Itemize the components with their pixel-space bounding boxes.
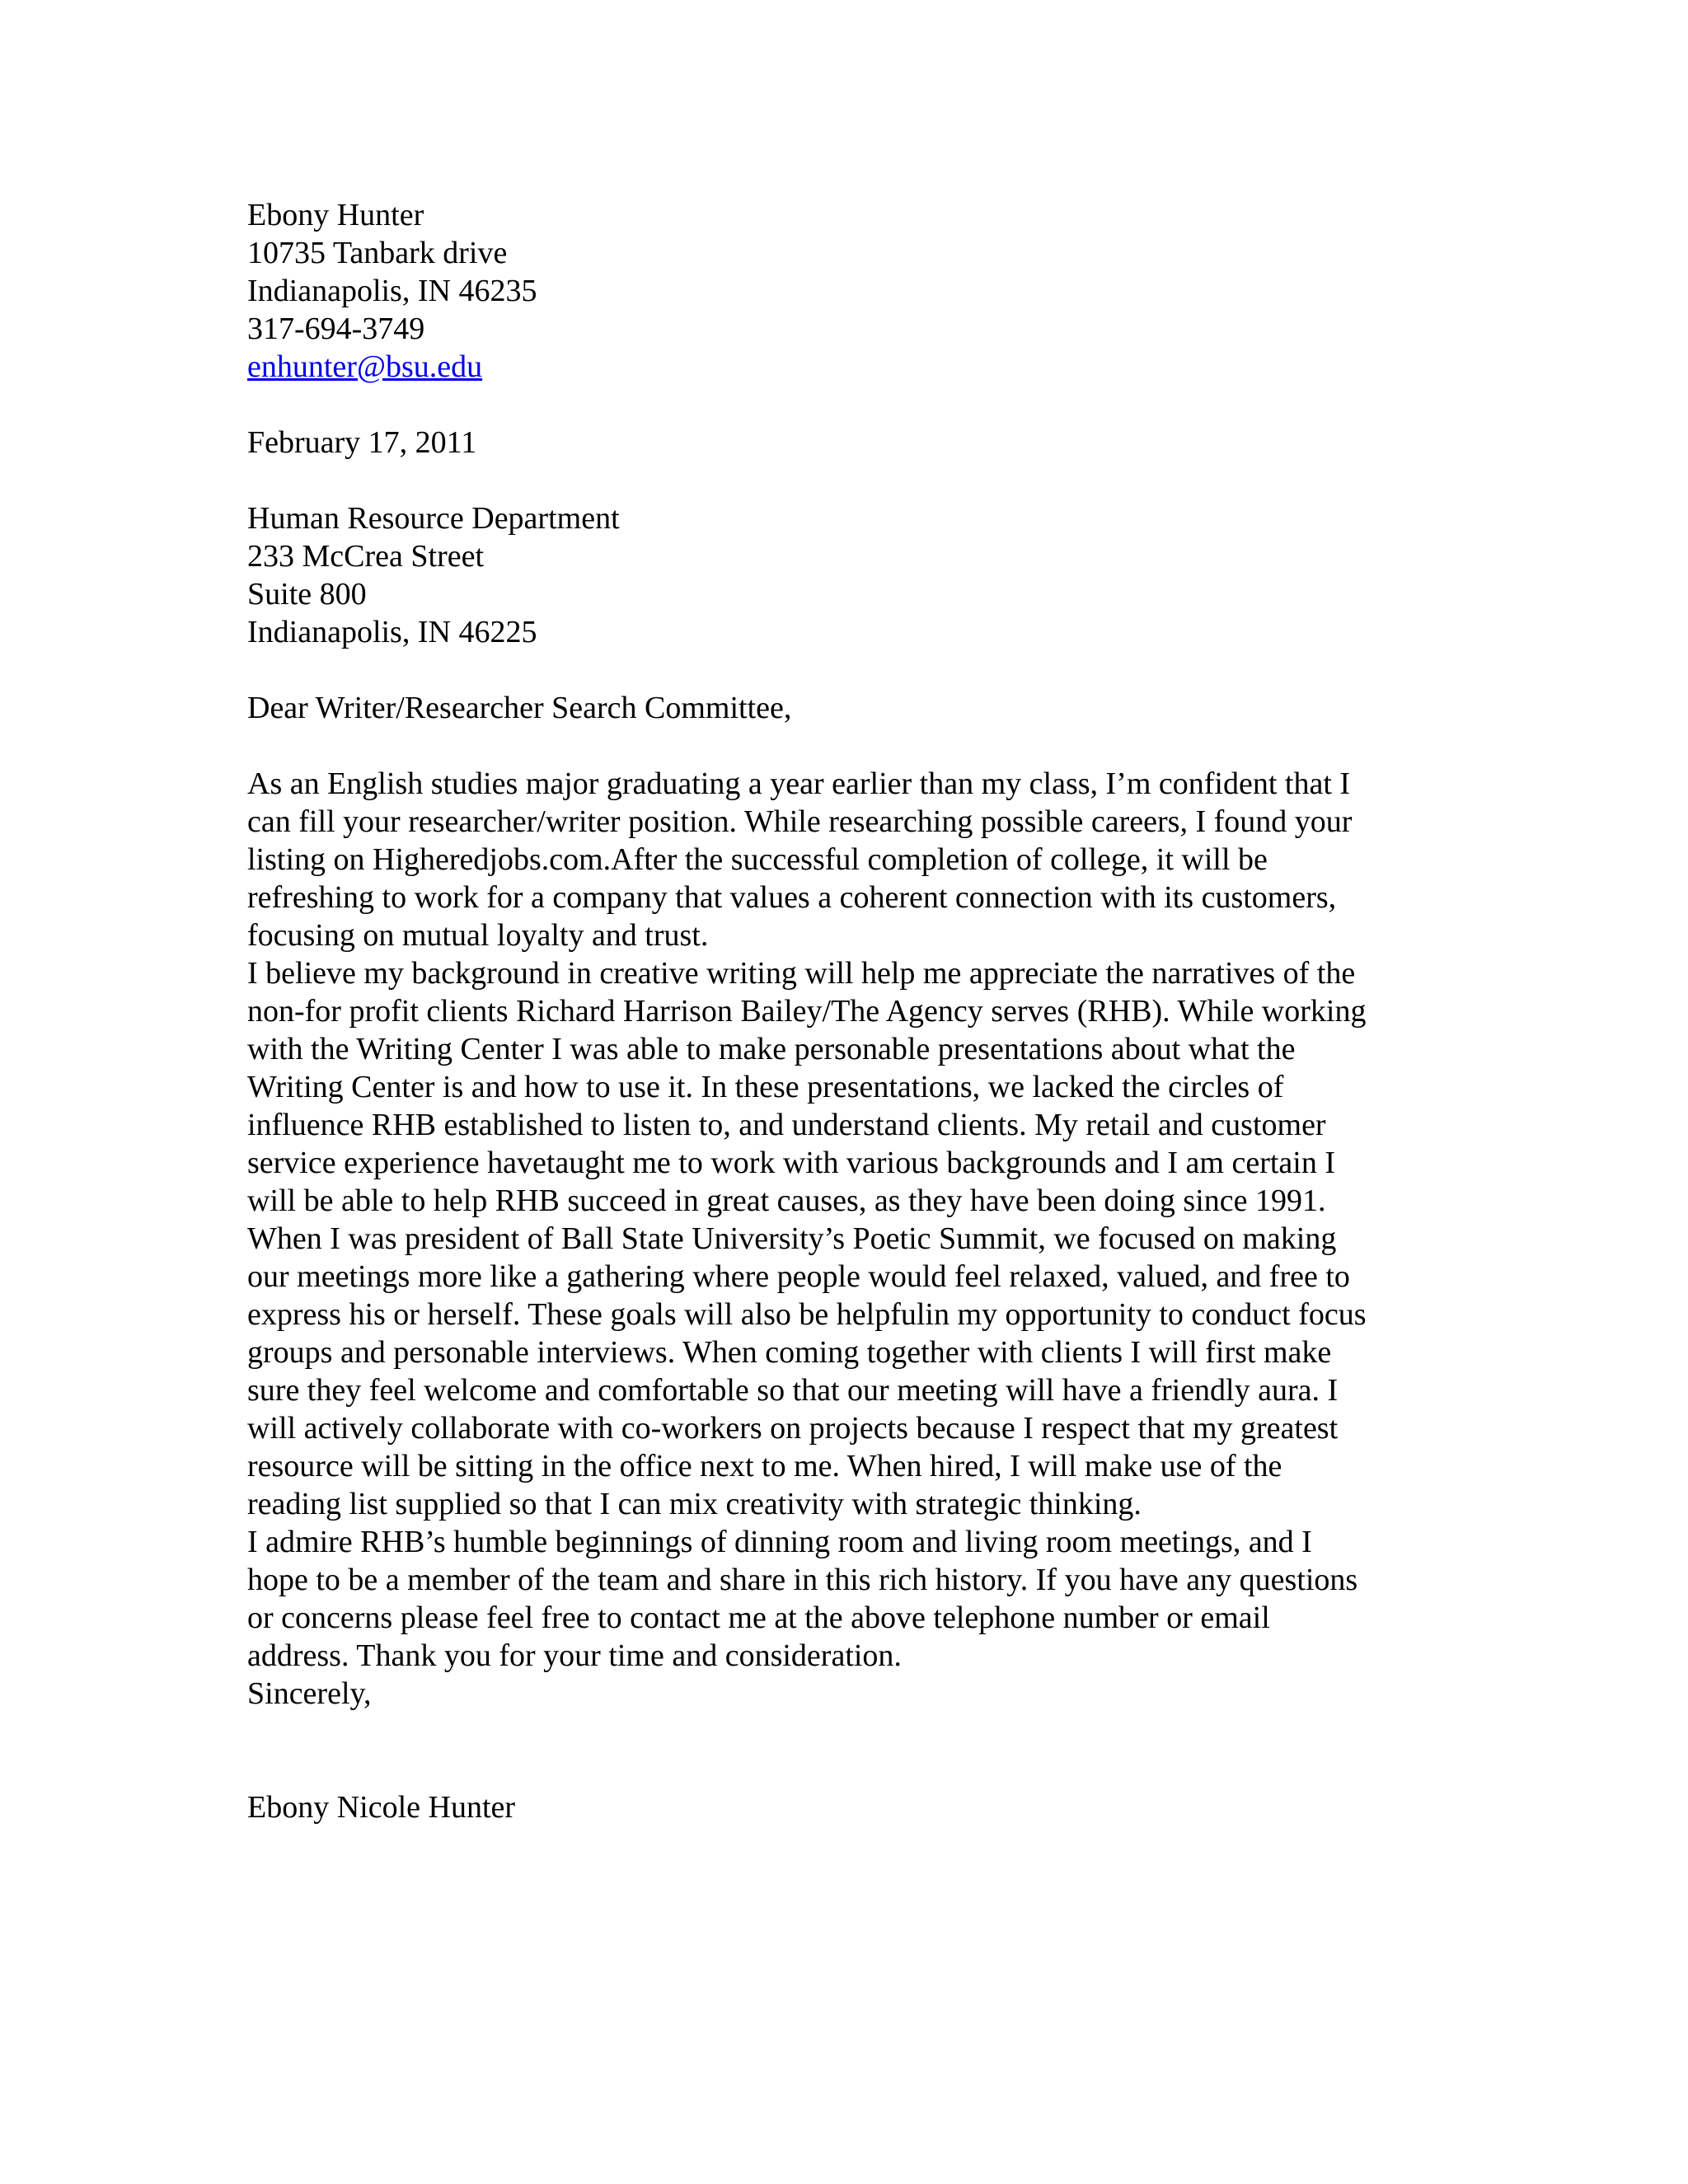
sender-address-block	[247, 196, 1434, 386]
paragraph-line: groups and personable interviews. When coming together with clients I will first make	[247, 1335, 1332, 1370]
sender-city-state-zip: Indianapolis, IN 46235	[247, 274, 537, 308]
signature-space	[247, 1713, 1434, 1788]
sender-name: Ebony Hunter	[247, 198, 424, 232]
paragraph-line: service experience havetaught me to work with various backgrounds and I am certain I	[247, 1146, 1335, 1180]
paragraph-line: or concerns please feel free to contact me at the above telephone number or email	[247, 1601, 1270, 1635]
paragraph-line: Writing Center is and how to use it. In these presentations, we lacked the circles of	[247, 1070, 1284, 1104]
paragraph-line: with the Writing Center I was able to make personable presentations about what the	[247, 1032, 1296, 1066]
body-paragraph-3	[247, 1220, 1434, 1523]
paragraph-line: influence RHB established to listen to, and understand clients. My retail and customer	[247, 1108, 1326, 1142]
signature-name: Ebony Nicole Hunter	[247, 1790, 516, 1825]
cover-letter	[247, 196, 1434, 1826]
signature-block	[247, 1788, 1434, 1826]
paragraph-line: non-for profit clients Richard Harrison Bailey/The Agency serves (RHB). While working	[247, 994, 1367, 1029]
recipient-city-state-zip: Indianapolis, IN 46225	[247, 615, 537, 649]
paragraph-line: listing on Higheredjobs.com.After the successful completion of college, it will be	[247, 842, 1268, 877]
paragraph-line: will actively collaborate with co-workers on projects because I respect that my greatest	[247, 1411, 1339, 1446]
paragraph-line: sure they feel welcome and comfortable so that our meeting will have a friendly aura. I	[247, 1373, 1339, 1408]
paragraph-line: reading list supplied so that I can mix creativity with strategic thinking.	[247, 1487, 1142, 1521]
paragraph-line: As an English studies major graduating a year earlier than my class, I’m confident that I	[247, 766, 1351, 801]
letter-body	[247, 765, 1434, 1675]
paragraph-line: I believe my background in creative writing will help me appreciate the narratives of the	[247, 956, 1356, 991]
sender-street: 10735 Tanbark drive	[247, 236, 508, 270]
paragraph-line: I admire RHB’s humble beginnings of dinning room and living room meetings, and I	[247, 1525, 1312, 1559]
paragraph-line: resource will be sitting in the office next to me. When hired, I will make use of the	[247, 1449, 1282, 1483]
recipient-street: 233 McCrea Street	[247, 539, 485, 574]
paragraph-line: refreshing to work for a company that values a coherent connection with its customers,	[247, 880, 1337, 915]
letter-date-block	[247, 424, 1434, 462]
paragraph-line: hope to be a member of the team and share in this rich history. If you have any questions	[247, 1563, 1358, 1597]
body-paragraph-2	[247, 954, 1434, 1220]
recipient-address-block	[247, 499, 1434, 651]
salutation-block	[247, 689, 1434, 727]
sender-phone: 317-694-3749	[247, 312, 425, 346]
sender-email-line	[247, 348, 1434, 386]
body-paragraph-4	[247, 1523, 1434, 1675]
paragraph-line: When I was president of Ball State University’s Poetic Summit, we focused on making	[247, 1221, 1337, 1256]
sender-email-link[interactable]: enhunter@bsu.edu	[247, 349, 483, 384]
recipient-department: Human Resource Department	[247, 501, 620, 536]
closing: Sincerely,	[247, 1676, 372, 1711]
paragraph-line: our meetings more like a gathering where people would feel relaxed, valued, and free to	[247, 1259, 1350, 1294]
body-paragraph-1	[247, 765, 1434, 954]
paragraph-line: address. Thank you for your time and consideration.	[247, 1638, 902, 1673]
paragraph-line: focusing on mutual loyalty and trust.	[247, 918, 709, 953]
closing-block	[247, 1675, 1434, 1713]
paragraph-line: express his or herself. These goals will also be helpfulin my opportunity to conduct focus	[247, 1297, 1367, 1332]
salutation: Dear Writer/Researcher Search Committee,	[247, 691, 792, 725]
paragraph-line: can fill your researcher/writer position. While researching possible careers, I found your	[247, 804, 1353, 839]
recipient-suite: Suite 800	[247, 577, 367, 612]
paragraph-line: will be able to help RHB succeed in great causes, as they have been doing since 1991.	[247, 1183, 1326, 1218]
letter-date: February 17, 2011	[247, 425, 477, 460]
